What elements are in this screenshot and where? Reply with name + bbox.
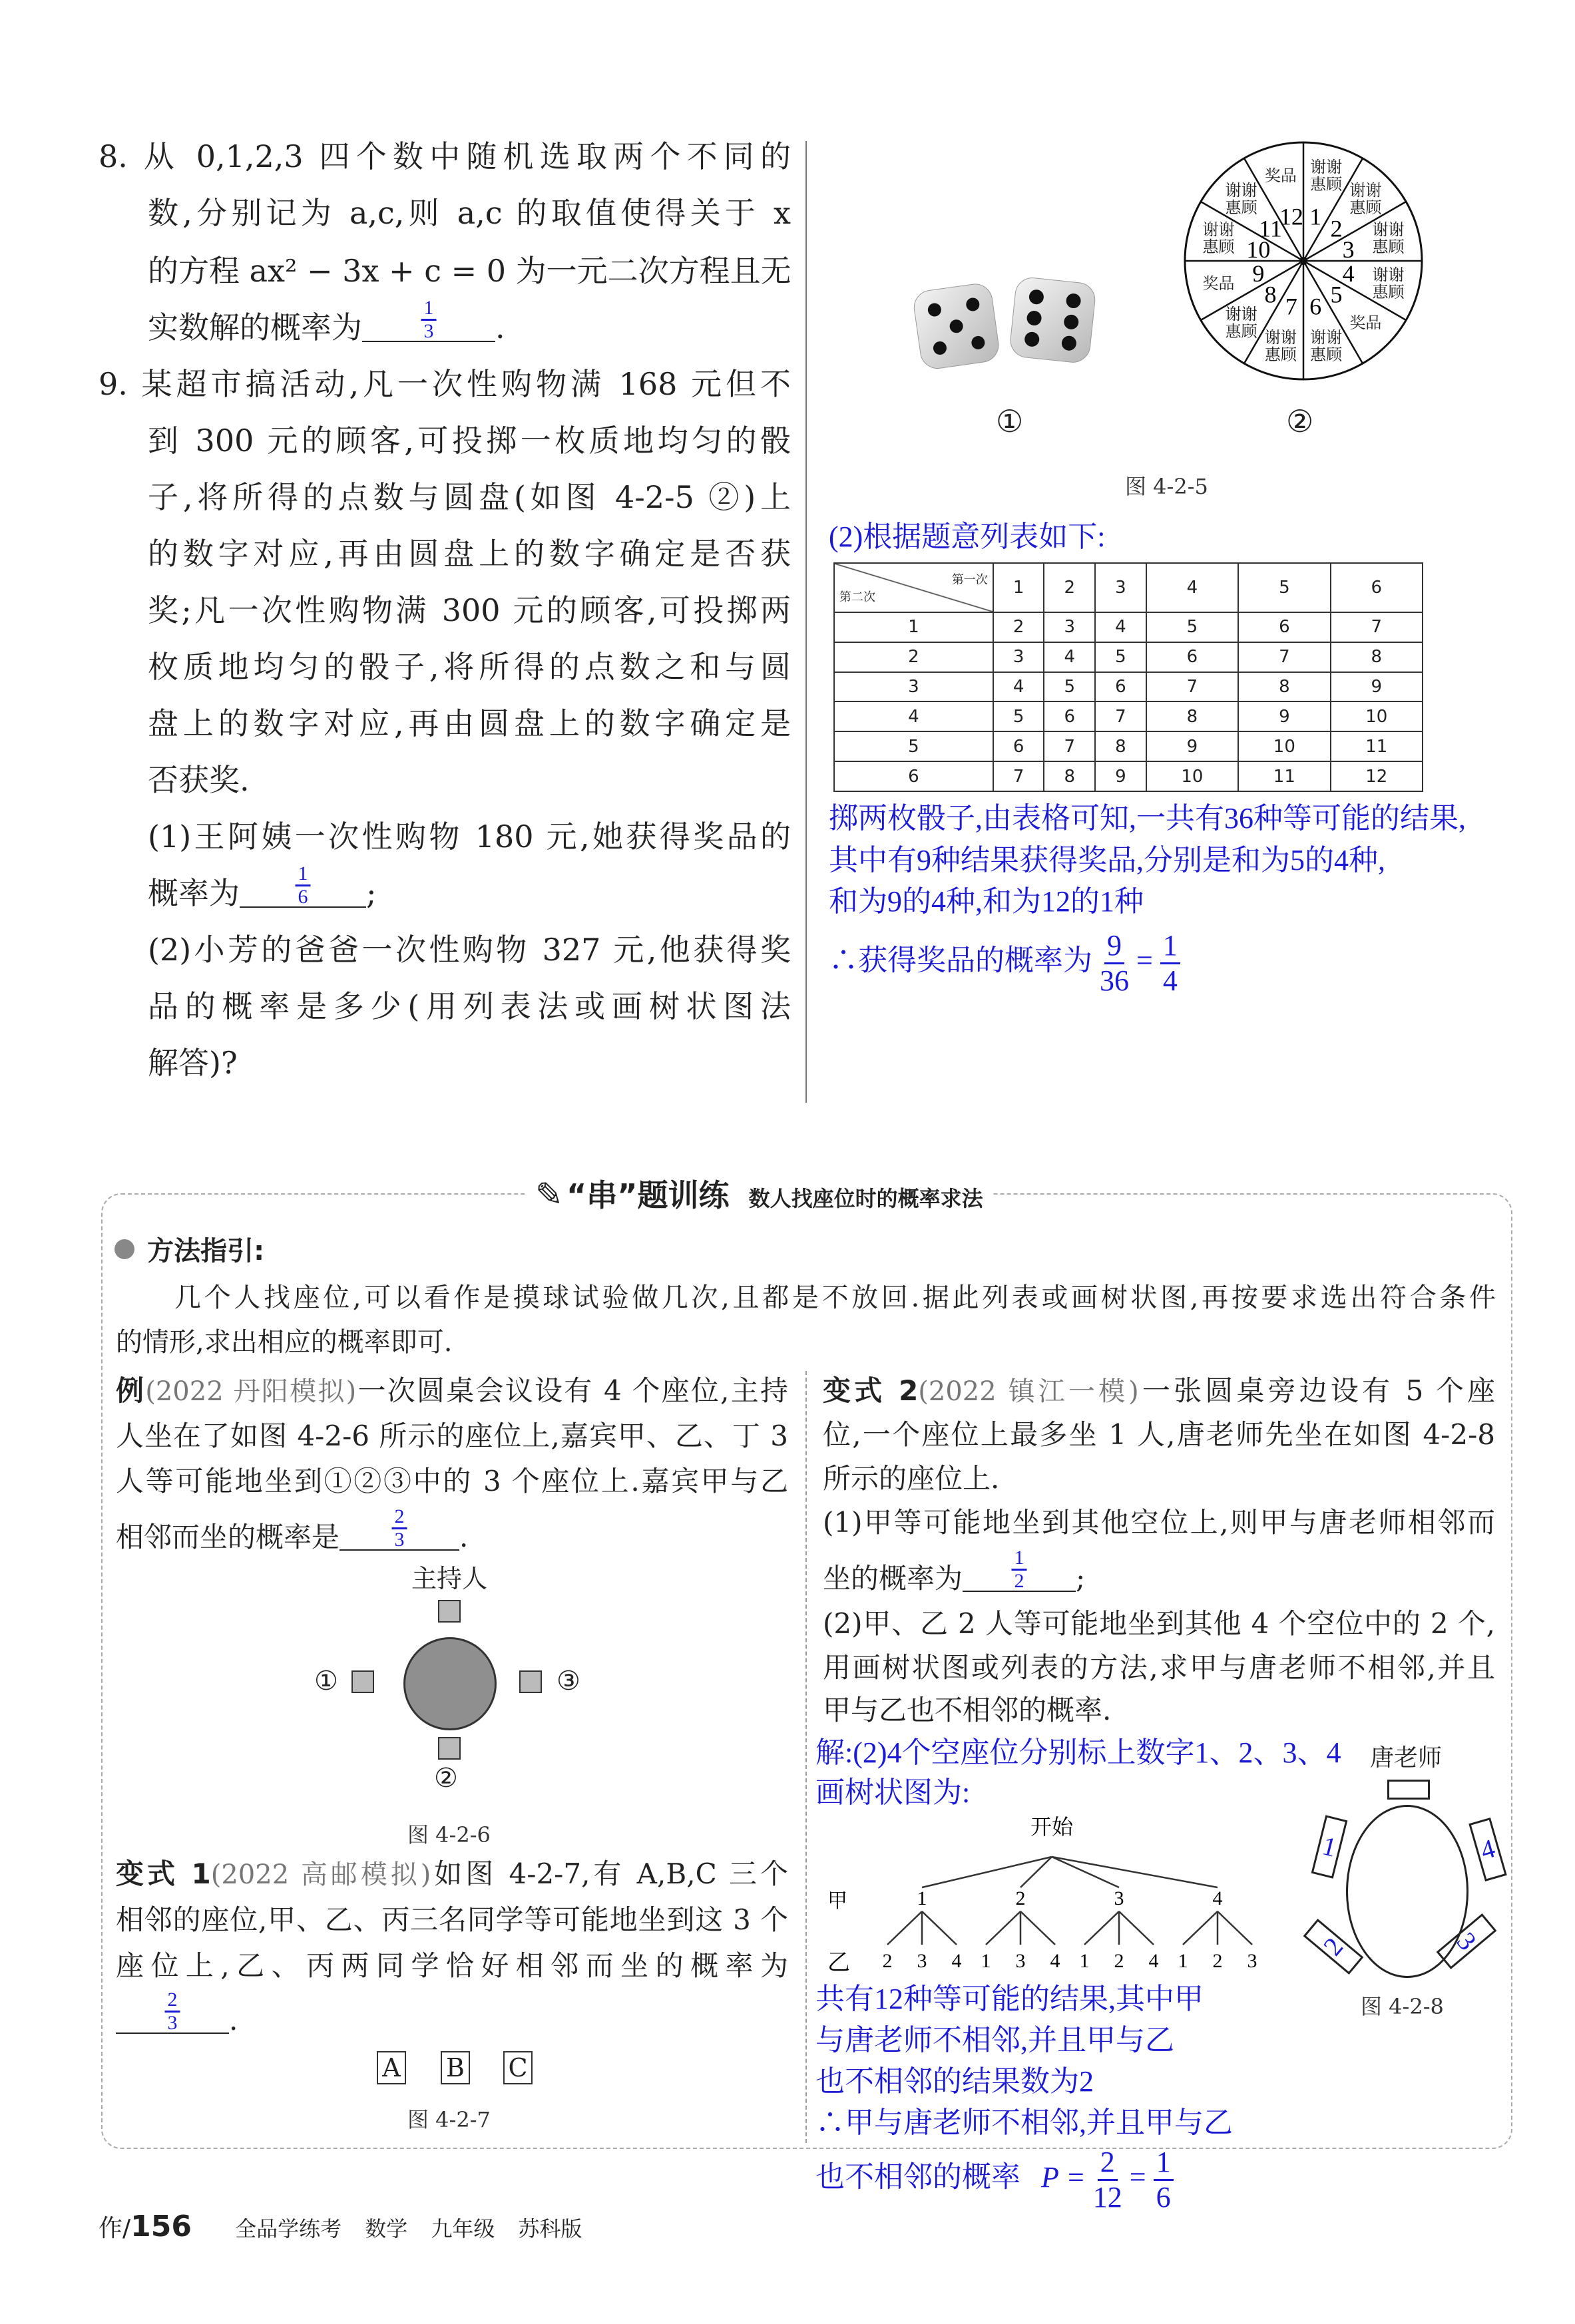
table-row — [834, 642, 1423, 672]
tree-diagram — [815, 1808, 1281, 1978]
header-cell: 5 — [1238, 563, 1330, 612]
table-cell: 4 — [834, 701, 993, 731]
wheel-sector-text: 奖品 — [1349, 313, 1382, 333]
method-title: 方法指引: — [147, 1236, 265, 1266]
footer-book: 全品学练考 — [235, 2216, 342, 2241]
q9-line: 子,将所得的点数与圆盘(如图 4-2-5 ②)上 — [148, 479, 791, 515]
variant2-source: (2022 镇江一模) — [918, 1376, 1139, 1407]
table-cell: 9 — [1331, 672, 1423, 702]
q8-text: . — [495, 309, 505, 345]
round-table — [403, 1637, 497, 1730]
denominator: 4 — [1162, 964, 1178, 997]
tree-edge — [922, 1911, 957, 1945]
q9-line: 9. 某超市搞活动,凡一次性购物满 168 元但不 — [99, 366, 791, 402]
variant1-line — [116, 1854, 788, 1895]
q9-line: 的数字对应,再由圆盘上的数字确定是否获 — [148, 536, 791, 572]
example-line: 人坐在了如图 4-2-6 所示的座位上,嘉宾甲、乙、丁 3 — [116, 1420, 788, 1452]
corner-top: 第一次 — [951, 572, 988, 587]
q8-line: 8. 从 0,1,2,3 四个数中随机选取两个不同的 — [99, 138, 791, 174]
tree-leaf: 2 — [1114, 1950, 1124, 1972]
table-cell: 8 — [1146, 701, 1238, 731]
teacher-seat — [1387, 1780, 1430, 1800]
figure-caption: 图 4-2-8 — [1361, 1994, 1444, 2019]
table-cell: 9 — [1146, 731, 1238, 761]
wheel-sector-text: 谢谢惠顾 — [1225, 305, 1257, 341]
solution-line: ∴甲与唐老师不相邻,并且甲与乙 — [815, 2106, 1233, 2139]
footer-subject: 数学 — [365, 2216, 408, 2241]
dice-image — [905, 263, 1112, 383]
numerator: 1 — [1154, 2146, 1174, 2181]
table-cell: 3 — [834, 672, 993, 702]
tree-edge — [986, 1911, 1020, 1945]
table-cell: 8 — [1095, 731, 1146, 761]
wheel-number: 11 — [1259, 215, 1282, 242]
denominator: 12 — [1092, 2181, 1122, 2214]
tree-edge — [1052, 1857, 1218, 1887]
tree-leaf: 2 — [1212, 1950, 1223, 1972]
wheel-label: ② — [1286, 403, 1314, 439]
variant2-label: 变式 2 — [823, 1374, 919, 1407]
footer-grade: 九年级 — [431, 2216, 495, 2241]
example-text: 相邻而坐的概率是 — [116, 1521, 340, 1553]
variant1-source: (2022 高邮模拟) — [210, 1859, 431, 1890]
tree-edge — [1052, 1857, 1119, 1887]
tree-edge — [887, 1911, 922, 1945]
tree-edge — [922, 1857, 1052, 1887]
variant2-answer-line — [823, 1547, 1086, 1599]
table-row — [834, 761, 1423, 791]
teacher-label: 唐老师 — [1370, 1744, 1443, 1772]
numerator: 2 — [165, 1989, 180, 2013]
q9-line: 解答)? — [148, 1045, 238, 1081]
tree-edge — [1218, 1911, 1252, 1945]
answer-blank — [116, 1989, 229, 2034]
example-text: . — [459, 1521, 469, 1553]
q8-text: 实数解的概率为 — [148, 309, 362, 345]
seat-3 — [519, 1670, 542, 1693]
example-label: 例 — [116, 1374, 146, 1407]
tree-node: 2 — [1015, 1887, 1026, 1909]
wheel-number: 6 — [1309, 293, 1322, 320]
section-header — [526, 1171, 993, 1215]
q8-line: 的方程 ax² − 3x + c = 0 为一元二次方程且无 — [148, 253, 791, 289]
method-line: 几个人找座位,可以看作是摸球试验做几次,且都是不放回.据此列表或画树状图,再按要求选出符合条件 — [174, 1282, 1496, 1313]
wheel-number: 7 — [1285, 293, 1297, 320]
numerator: 1 — [1012, 1547, 1027, 1571]
tree-leaf: 3 — [917, 1950, 927, 1972]
wheel-number: 3 — [1342, 236, 1355, 263]
table-cell: 6 — [834, 761, 993, 791]
wheel-sector-text: 谢谢惠顾 — [1202, 220, 1235, 256]
fraction — [1100, 929, 1129, 998]
seat-a: A — [377, 2051, 406, 2084]
wheel-sector-text: 谢谢惠顾 — [1264, 327, 1297, 364]
variant2-line: 甲与乙也不相邻的概率. — [823, 1694, 1112, 1726]
fraction — [1160, 929, 1180, 998]
tree-edge — [1119, 1911, 1154, 1945]
tree-edge — [1020, 1857, 1052, 1887]
seat-1 — [351, 1670, 374, 1693]
variant1-line: 相邻的座位,甲、乙、丙三名同学等可能地坐到这 3 个 — [116, 1903, 788, 1936]
variant2-text: 坐的概率为 — [823, 1562, 963, 1595]
answer-blank — [240, 863, 366, 908]
variant1-label: 变式 1 — [116, 1857, 211, 1890]
answer-blank — [963, 1547, 1076, 1592]
footer — [99, 2210, 582, 2243]
conclusion-text: 也不相邻的概率 — [815, 2160, 1020, 2194]
example-answer-line — [116, 1505, 469, 1557]
equals: = — [1136, 944, 1153, 977]
variant1-line: 座位上,乙、丙两同学恰好相邻而坐的概率为 — [116, 1949, 788, 1982]
answer-blank — [362, 297, 495, 342]
die-2 — [1009, 276, 1096, 364]
table-cell: 10 — [1331, 701, 1423, 731]
table-cell: 7 — [1146, 672, 1238, 702]
solution-line: 画树状图为: — [815, 1776, 971, 1809]
denominator: 36 — [1100, 964, 1129, 997]
seat-4: 4 — [1468, 1818, 1506, 1881]
answer-fraction — [392, 1506, 407, 1551]
table-cell: 7 — [1044, 731, 1095, 761]
pencil-icon: ✎ — [535, 1175, 563, 1214]
numerator: 1 — [421, 297, 437, 321]
q9-line: 盘上的数字对应,再由圆盘上的数字确定是 — [148, 705, 791, 741]
denominator: 6 — [1156, 2181, 1171, 2214]
footer-prefix: 作/ — [99, 2215, 131, 2242]
wheel-number: 10 — [1246, 236, 1271, 263]
q9-line: 品的概率是多少(用列表法或画树状图法 — [148, 988, 791, 1024]
wheel-sector-text: 奖品 — [1202, 274, 1235, 293]
figure-caption: 图 4-2-5 — [1125, 474, 1208, 499]
table-cell: 5 — [1044, 672, 1095, 702]
table-row — [834, 731, 1423, 761]
corner-bottom: 第二次 — [839, 590, 875, 604]
solution-line: 其中有9种结果获得奖品,分别是和为5的4种, — [829, 844, 1385, 876]
q9-line: 到 300 元的顾客,可投掷一枚质地均匀的骰 — [148, 423, 791, 459]
table-cell: 2 — [834, 642, 993, 672]
denominator: 3 — [167, 2012, 178, 2034]
seat-2 — [438, 1737, 461, 1760]
equals: = — [1129, 2160, 1146, 2194]
header-cell: 6 — [1331, 563, 1423, 612]
wheel-sector-text: 谢谢惠顾 — [1372, 266, 1405, 302]
seat-label-2: ② — [434, 1763, 458, 1794]
denominator: 3 — [394, 1529, 405, 1551]
numerator: 1 — [296, 863, 311, 886]
solution-line: 解:(2)4个空座位分别标上数字1、2、3、4 — [815, 1736, 1341, 1769]
table-cell: 5 — [834, 731, 993, 761]
answer-fraction — [296, 863, 311, 908]
solution-intro: (2)根据题意列表如下: — [829, 520, 1106, 553]
table-cell: 8 — [1044, 761, 1095, 791]
table-cell: 2 — [993, 612, 1044, 642]
column-divider — [805, 1371, 807, 2143]
seat-c: C — [503, 2051, 533, 2084]
table-cell: 7 — [1238, 642, 1330, 672]
header-cell: 2 — [1044, 563, 1095, 612]
solution-line: 掷两枚骰子,由表格可知,一共有36种等可能的结果, — [829, 802, 1466, 835]
variant2-line: 用画树状图或列表的方法,求甲与唐老师不相邻,并且 — [823, 1651, 1495, 1684]
seat-label-3: ③ — [557, 1666, 580, 1696]
column-divider — [805, 141, 807, 1103]
variant1-text: 如图 4-2-7,有 A,B,C 三个 — [431, 1857, 788, 1890]
tree-leaf: 1 — [981, 1950, 991, 1972]
variant2-line: (1)甲等可能地坐到其他空位上,则甲与唐老师相邻而 — [823, 1506, 1495, 1539]
tree-node: 3 — [1114, 1887, 1124, 1909]
tree-edge — [1084, 1911, 1119, 1945]
header-cell: 1 — [993, 563, 1044, 612]
variant2-text: 一张圆桌旁边设有 5 个座 — [1138, 1374, 1495, 1407]
numerator: 2 — [392, 1506, 407, 1529]
q9-line: 枚质地均匀的骰子,将所得的点数之和与圆 — [148, 649, 791, 685]
table-row — [834, 612, 1423, 642]
tree-edge — [1020, 1911, 1055, 1945]
method-line: 的情形,求出相应的概率即可. — [116, 1327, 453, 1358]
numerator: 9 — [1104, 929, 1124, 964]
example-source: (2022 丹阳模拟) — [145, 1376, 357, 1407]
table-cell: 1 — [834, 612, 993, 642]
numerator: 1 — [1160, 929, 1180, 964]
wheel-sector-text: 奖品 — [1264, 166, 1297, 186]
answer-fraction — [1012, 1547, 1027, 1592]
answer-fraction — [421, 297, 437, 342]
bullet-icon — [114, 1239, 134, 1259]
example-text: 一次圆桌会议设有 4 个座位,主持 — [356, 1374, 788, 1407]
q9-line: (2)小芳的爸爸一次性购物 327 元,他获得奖 — [148, 932, 791, 968]
table-cell: 5 — [993, 701, 1044, 731]
tree-leaf: 3 — [1247, 1950, 1257, 1972]
header-cell: 3 — [1095, 563, 1146, 612]
wheel-sector-text: 谢谢惠顾 — [1372, 220, 1405, 256]
header-cell: 4 — [1146, 563, 1238, 612]
table-cell: 10 — [1238, 731, 1330, 761]
tree-leaf: 4 — [951, 1950, 962, 1972]
tree-level-label: 甲 — [827, 1889, 847, 1913]
fraction — [1154, 2146, 1174, 2214]
table-cell: 4 — [1044, 642, 1095, 672]
wheel-number: 9 — [1252, 260, 1265, 288]
table-cell: 7 — [1331, 612, 1423, 642]
solution-line: 也不相邻的结果数为2 — [815, 2065, 1094, 2098]
table-cell: 8 — [1331, 642, 1423, 672]
example-line: 人等可能地坐到①②③中的 3 个座位上.嘉宾甲与乙 — [116, 1465, 788, 1497]
solution-conclusion — [829, 929, 1180, 998]
wheel-labels — [1178, 140, 1431, 386]
denominator: 3 — [423, 320, 434, 342]
table-cell: 10 — [1146, 761, 1238, 791]
tree-leaf: 1 — [1178, 1950, 1188, 1972]
table-cell: 6 — [1095, 672, 1146, 702]
table-cell: 6 — [1146, 642, 1238, 672]
table-cell: 8 — [1238, 672, 1330, 702]
p-label: P = — [1041, 2160, 1086, 2194]
table-cell: 6 — [1044, 701, 1095, 731]
table-cell: 4 — [1095, 612, 1146, 642]
host-seat — [438, 1600, 461, 1623]
figure-caption: 图 4-2-7 — [407, 2107, 491, 2132]
denominator: 6 — [298, 886, 308, 908]
section-subtitle: 数人找座位时的概率求法 — [748, 1186, 983, 1211]
variant1-text: . — [229, 2004, 238, 2036]
q8-last-line — [148, 297, 505, 347]
wheel-number: 12 — [1279, 203, 1303, 230]
footer-edition: 苏科版 — [518, 2216, 582, 2241]
table-row — [834, 672, 1423, 702]
tree-leaf: 1 — [1079, 1950, 1090, 1972]
answer-blank — [339, 1505, 459, 1551]
tree-node: 4 — [1212, 1887, 1223, 1909]
tree-leaf: 4 — [1050, 1950, 1060, 1972]
wheel-number: 5 — [1330, 281, 1343, 308]
table-cell: 6 — [1238, 612, 1330, 642]
table-header-row — [834, 563, 1423, 612]
variant2-line: 位,一个座位上最多坐 1 人,唐老师先坐在如图 4-2-8 — [823, 1418, 1495, 1451]
table-cell: 3 — [1044, 612, 1095, 642]
variant2-text: ; — [1076, 1562, 1086, 1595]
q9-text: 概率为 — [148, 875, 240, 911]
solution-conclusion — [815, 2146, 1174, 2214]
table-cell: 5 — [1095, 642, 1146, 672]
table-cell: 12 — [1331, 761, 1423, 791]
variant2-line: 所示的座位上. — [823, 1462, 1000, 1495]
tree-leaf: 3 — [1015, 1950, 1026, 1972]
table-cell: 7 — [1095, 701, 1146, 731]
wheel-number: 1 — [1309, 203, 1322, 230]
q9-line: 奖;凡一次性购物满 300 元的顾客,可投掷两 — [148, 592, 791, 628]
table-cell: 9 — [1095, 761, 1146, 791]
seat-3: 3 — [1437, 1913, 1497, 1969]
method-header — [114, 1230, 264, 1268]
wheel-sector-text: 谢谢惠顾 — [1310, 327, 1343, 364]
conclusion-text: ∴获得奖品的概率为 — [829, 944, 1092, 977]
tree-level-label: 乙 — [827, 1949, 850, 1976]
host-label: 主持人 — [411, 1564, 488, 1593]
answer-fraction — [165, 1989, 180, 2034]
solution-line: 共有12种等可能的结果,其中甲 — [815, 1983, 1204, 2015]
table-cell: 11 — [1331, 731, 1423, 761]
wheel-sector-text: 谢谢惠顾 — [1349, 180, 1382, 217]
wheel-number: 8 — [1264, 281, 1277, 308]
seat-label-1: ① — [314, 1666, 338, 1696]
table-cell: 7 — [993, 761, 1044, 791]
numerator: 2 — [1098, 2146, 1118, 2181]
figure-caption: 图 4-2-6 — [407, 1822, 491, 1847]
die-1 — [912, 282, 1001, 371]
q9-line: 否获奖. — [148, 762, 250, 798]
fraction — [1093, 2146, 1122, 2214]
variant2-line: (2)甲、乙 2 人等可能地坐到其他 4 个空位中的 2 个, — [823, 1607, 1495, 1640]
q9-p1-answer-line — [148, 863, 377, 913]
page-number: 156 — [130, 2210, 192, 2243]
tree-leaf: 2 — [882, 1950, 893, 1972]
q9-line: (1)王阿姨一次性购物 180 元,她获得奖品的 — [148, 819, 791, 855]
dice-label: ① — [996, 403, 1024, 439]
denominator: 2 — [1014, 1570, 1024, 1592]
tree-root: 开始 — [1030, 1814, 1074, 1840]
tree-edge — [1183, 1911, 1218, 1945]
seat-b: B — [441, 2051, 470, 2084]
example-line — [116, 1371, 788, 1412]
sum-table — [833, 562, 1423, 792]
table-cell: 5 — [1146, 612, 1238, 642]
table-row — [834, 701, 1423, 731]
table-cell: 4 — [993, 672, 1044, 702]
variant2-line — [823, 1371, 1495, 1412]
wheel-sector-text: 谢谢惠顾 — [1225, 180, 1257, 217]
table-cell: 6 — [993, 731, 1044, 761]
section-title: “串”题训练 — [566, 1177, 730, 1213]
wheel-number: 2 — [1330, 215, 1343, 242]
solution-line: 和为9的4种,和为12的1种 — [829, 885, 1144, 918]
seat-1: 1 — [1311, 1815, 1348, 1879]
corner-cell — [834, 563, 993, 612]
wheel-sector-text: 谢谢惠顾 — [1310, 158, 1343, 194]
variant1-answer-line — [116, 1989, 238, 2040]
q9-text: ; — [366, 875, 377, 911]
table-cell: 3 — [993, 642, 1044, 672]
tree-leaf: 4 — [1148, 1950, 1159, 1972]
solution-line: 与唐老师不相邻,并且甲与乙 — [815, 2024, 1174, 2056]
wheel-number: 4 — [1342, 260, 1355, 288]
seat-2: 2 — [1303, 1919, 1364, 1975]
table-cell: 11 — [1238, 761, 1330, 791]
tree-node: 1 — [917, 1887, 927, 1909]
table-cell: 9 — [1238, 701, 1330, 731]
q8-line: 数,分别记为 a,c,则 a,c 的取值使得关于 x — [148, 195, 791, 231]
